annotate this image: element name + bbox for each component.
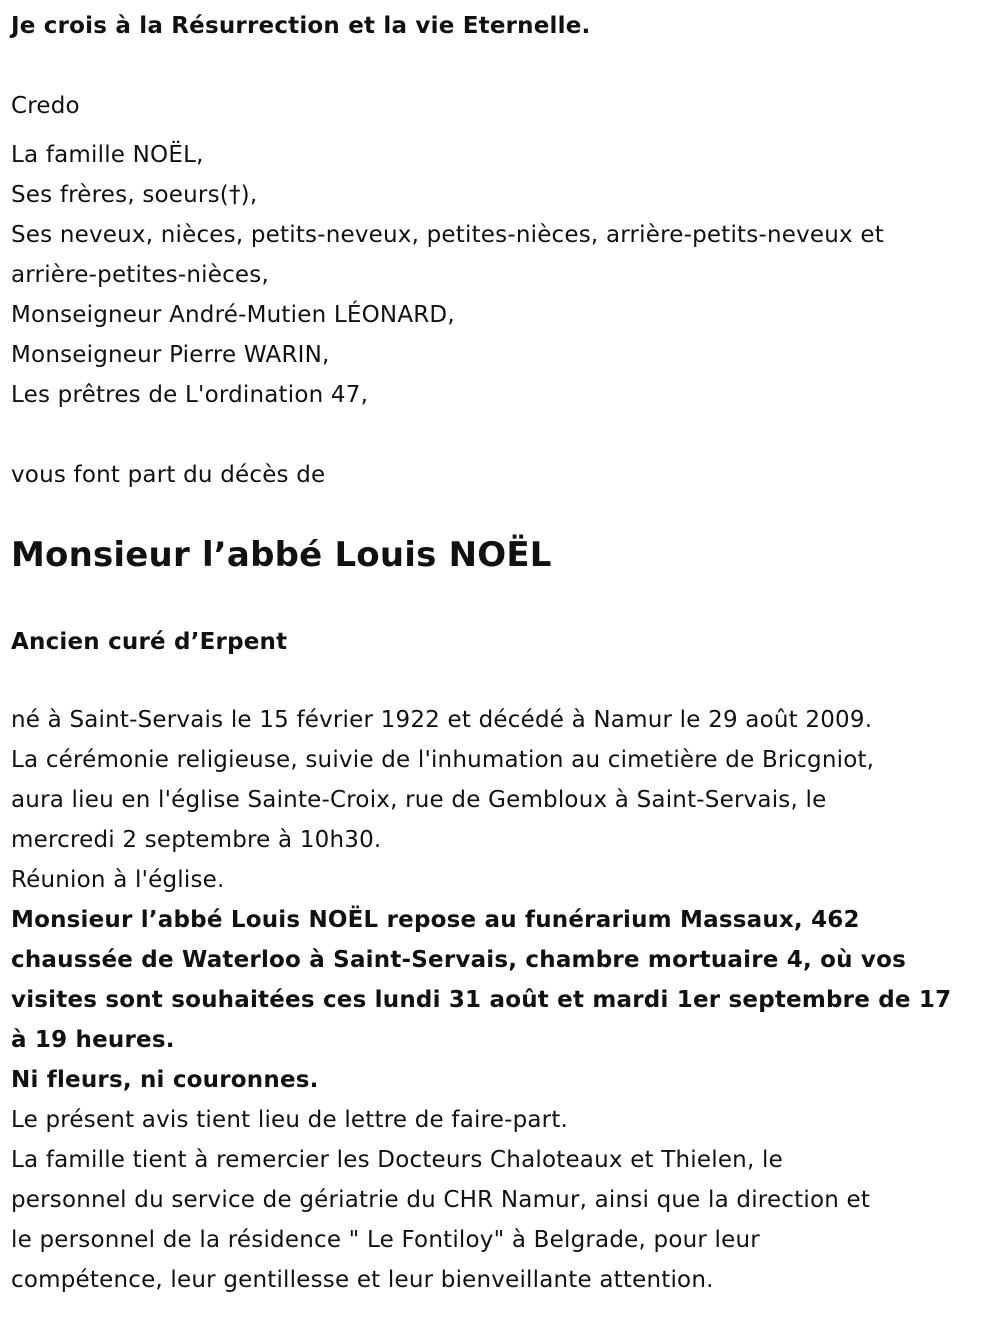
notice-line: La cérémonie religieuse, suivie de l'inhumation au cimetière de Bricgniot, — [11, 747, 875, 773]
family-line: Les prêtres de L'ordination 47, — [11, 382, 369, 408]
family-line: La famille NOËL, — [11, 142, 204, 168]
notice-line: Réunion à l'église. — [11, 867, 225, 893]
notice-line: compétence, leur gentillesse et leur bienveillante attention. — [11, 1267, 714, 1293]
notice-line: personnel du service de gériatrie du CHR Namur, ainsi que la direction et — [11, 1187, 871, 1213]
deceased-role: Ancien curé d’Erpent — [11, 629, 288, 655]
credo-label: Credo — [11, 93, 80, 119]
family-line: Ses frères, soeurs(†), — [11, 182, 258, 208]
header-verse: Je crois à la Résurrection et la vie Eternelle. — [11, 13, 591, 39]
notice-line: Le présent avis tient lieu de lettre de faire-part. — [11, 1107, 569, 1133]
family-line: Ses neveux, nièces, petits-neveux, petites-nièces, arrière-petits-neveux et — [11, 222, 884, 248]
notice-line: chaussée de Waterloo à Saint-Servais, chambre mortuaire 4, où vos — [11, 947, 906, 973]
notice-line: Ni fleurs, ni couronnes. — [11, 1067, 319, 1093]
announcement: vous font part du décès de — [11, 462, 326, 488]
notice-line: né à Saint-Servais le 15 février 1922 et décédé à Namur le 29 août 2009. — [11, 707, 873, 733]
family-line: Monseigneur Pierre WARIN, — [11, 342, 330, 368]
notice-line: mercredi 2 septembre à 10h30. — [11, 827, 382, 853]
notice-line: visites sont souhaitées ces lundi 31 août et mardi 1er septembre de 17 — [11, 987, 952, 1013]
family-line: arrière-petites-nièces, — [11, 262, 269, 288]
notice-line: Monsieur l’abbé Louis NOËL repose au funérarium Massaux, 462 — [11, 907, 860, 933]
notice-line: le personnel de la résidence " Le Fontiloy" à Belgrade, pour leur — [11, 1227, 760, 1253]
notice-line: La famille tient à remercier les Docteurs Chaloteaux et Thielen, le — [11, 1147, 783, 1173]
notice-line: à 19 heures. — [11, 1027, 175, 1053]
notice-line: aura lieu en l'église Sainte-Croix, rue de Gembloux à Saint-Servais, le — [11, 787, 827, 813]
family-line: Monseigneur André-Mutien LÉONARD, — [11, 302, 455, 328]
deceased-name: Monsieur l’abbé Louis NOËL — [11, 535, 552, 575]
